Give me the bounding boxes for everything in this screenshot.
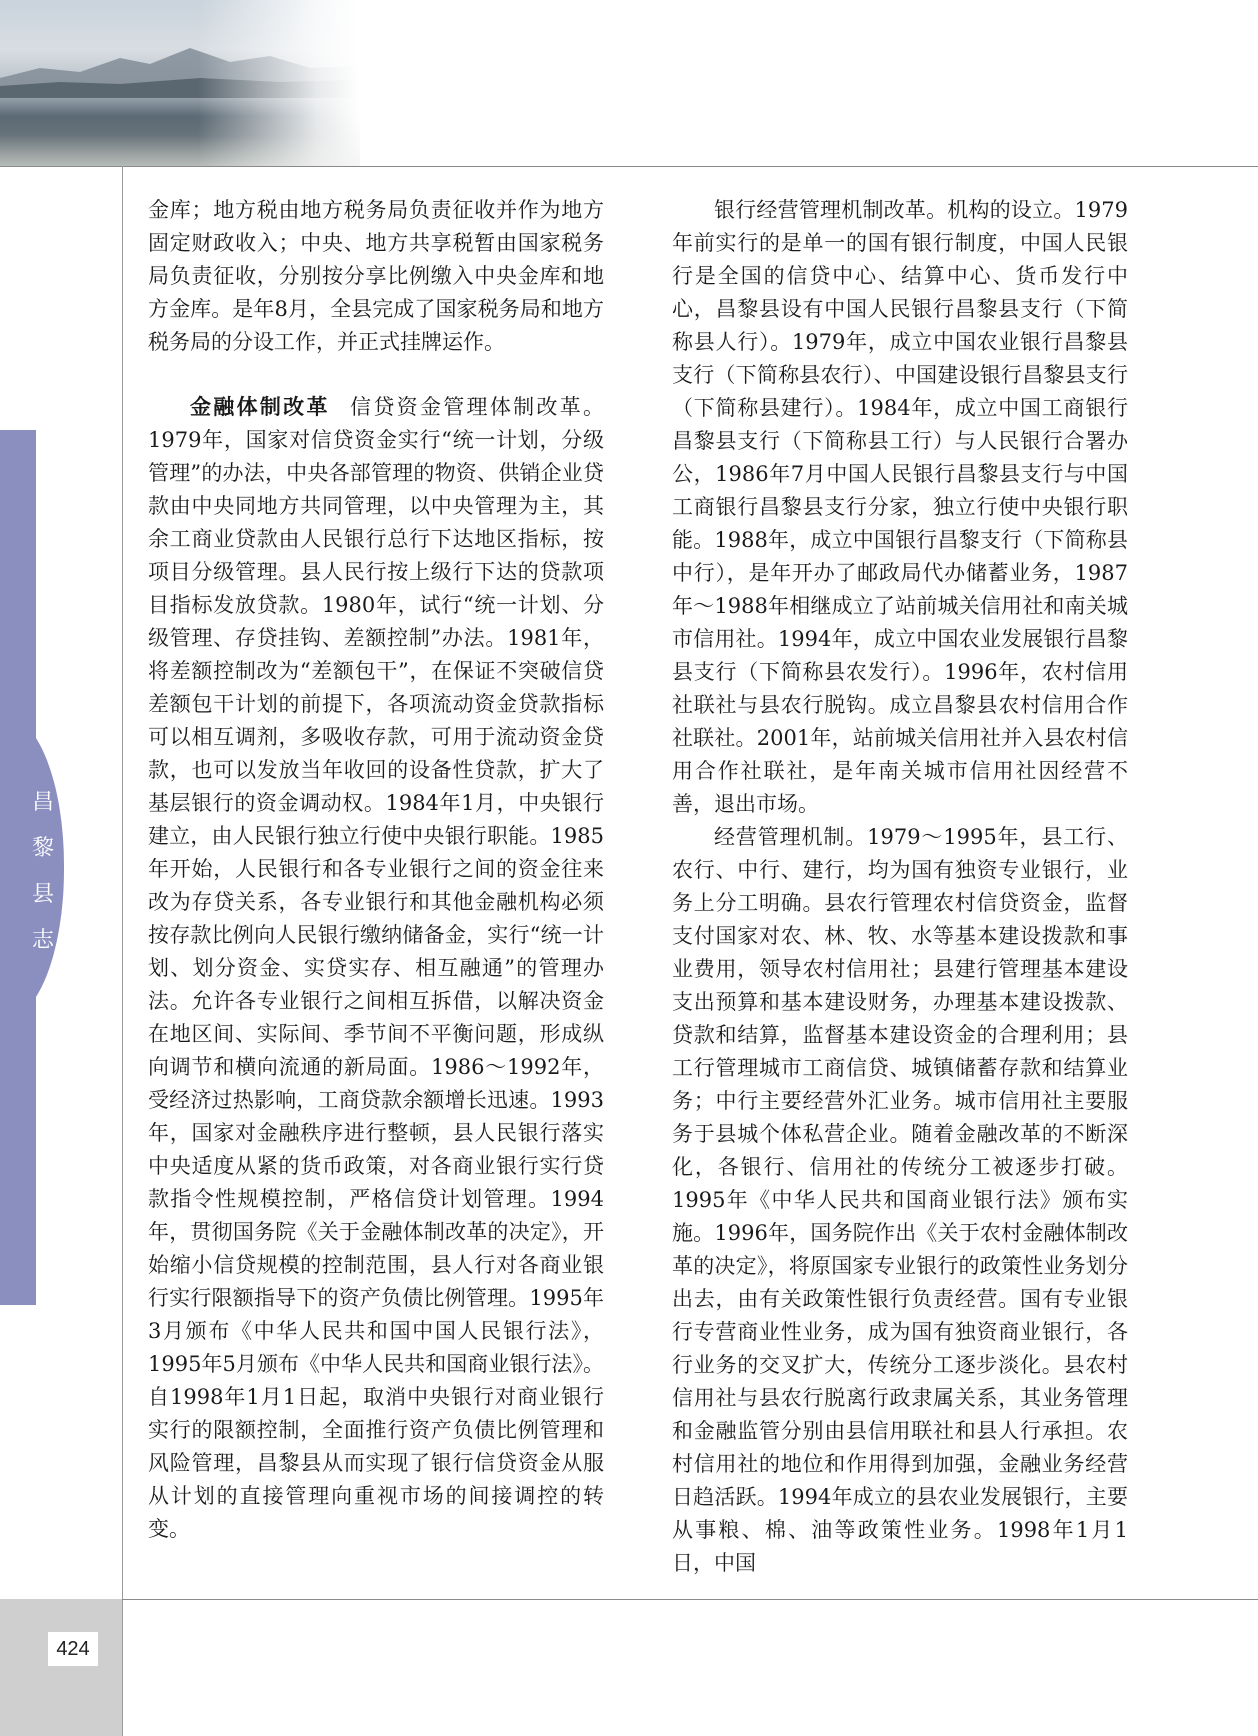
paragraph: 经营管理机制。1979～1995年，县工行、农行、中行、建行，均为国有独资专业银行，业务上分工明确。县农行管理农村信贷资金，监督支付国家对农、林、牧、水等基本建设拨款和事业费用，领导农村信用社；县建行管理基本建设支出预算和基本建设财务，办理基本建设拨款、贷款和结算，监督基本建设资金的合理利用；县工行管理城市工商信贷、城镇储蓄存款和结算业务；中行主要经营外汇业务。城市信用社主要服务于县城个体私营企业。随着金融改革的不断深化，各银行、信用社的传统分工被逐步打破。1995年《中华人民共和国商业银行法》颁布实施。1996年，国务院作出《关于农村金融体制改革的决定》，将原国家专业银行的政策性业务划分出去，由有关政策性银行负责经营。国有专业银行专营商业性业务，成为国有独资商业银行，各行业务的交叉扩大，传统分工逐步淡化。县农村信用社与县农行脱离行政隶属关系，其业务管理和金融监管分别由县信用联社和县人行承担。农村信用社的地位和作用得到加强，金融业务经营日趋活跃。1994年成立的县农业发展银行，主要从事粮、棉、油等政策性业务。1998年1月1日，中国 bbox=[672, 825, 1128, 1575]
margin-divider bbox=[122, 166, 123, 1736]
paragraph: 金库；地方税由地方税务局负责征收并作为地方固定财政收入；中央、地方共享税暂由国家税务局负责征收，分别按分享比例缴入中央金库和地方金库。是年8月，全县完成了国家税务局和地方税务局的分设工作，并正式挂牌运作。 bbox=[148, 198, 604, 354]
section-heading: 金融体制改革 bbox=[190, 395, 330, 419]
book-title-char: 志 bbox=[31, 928, 54, 953]
header-landscape-photo bbox=[0, 0, 360, 166]
footer-gray-block bbox=[0, 1599, 122, 1736]
photo-fade-bottom bbox=[0, 116, 360, 166]
left-text-column bbox=[148, 194, 604, 1546]
paragraph-body: 信贷资金管理体制改革。1979年，国家对信贷资金实行“统一计划，分级管理”的办法，中央各部管理的物资、供销企业贷款由中央同地方共同管理，以中央管理为主，其余工商业贷款由人民银行总行下达地区指标，按项目分级管理。县人民行按上级行下达的贷款项目指标发放贷款。1980年，试行“统一计划、分级管理、存贷挂钩、差额控制”办法。1981年，将差额控制改为“差额包干”，在保证不突破信贷差额包干计划的前提下，各项流动资金贷款指标可以相互调剂，多吸收存款，可用于流动资金贷款，也可以发放当年收回的设备性贷款，扩大了基层银行的资金调动权。1984年1月，中央银行建立，由人民银行独立行使中央银行职能。1985年开始，人民银行和各专业银行之间的资金往来改为存贷关系，各专业银行和其他金融机构必须按存款比例向人民银行缴纳储备金，实行“统一计划、划分资金、实贷实存、相互融通”的管理办法。允许各专业银行之间相互拆借，以解决资金在地区间、实际间、季节间不平衡问题，形成纵向调节和横向流通的新局面。1986～1992年，受经济过热影响，工商贷款余额增长迅速。1993年，国家对金融秩序进行整顿，县人民银行落实中央适度从紧的货币政策，对各商业银行实行贷款指令性规模控制，严格信贷计划管理。1994年，贯彻国务院《关于金融体制改革的决定》，开始缩小信贷规模的控制范围，县人行对各商业银行实行限额指导下的资产负债比例管理。1995年3月颁布《中华人民共和国中国人民银行法》，1995年5月颁布《中华人民共和国商业银行法》。自1998年1月1日起，取消中央银行对商业银行实行的限额控制，全面推行资产负债比例管理和风险管理，昌黎县从而实现了银行信贷资金从服从计划的直接管理向重视市场的间接调控的转变。 bbox=[148, 395, 604, 1541]
footer-divider bbox=[122, 1599, 1258, 1600]
book-title-char: 昌 bbox=[31, 790, 54, 815]
book-title-vertical bbox=[28, 780, 58, 964]
right-text-column bbox=[672, 194, 1128, 1580]
book-title-char: 县 bbox=[31, 882, 54, 907]
book-title-char: 黎 bbox=[31, 836, 54, 861]
paragraph bbox=[148, 391, 604, 1546]
paragraph: 银行经营管理机制改革。机构的设立。1979年前实行的是单一的国有银行制度，中国人民银行是全国的信贷中心、结算中心、货币发行中心，昌黎县设有中国人民银行昌黎县支行（下简称县人行）。1979年，成立中国农业银行昌黎县支行（下简称县农行）、中国建设银行昌黎县支行（下简称县建行）。1984年，成立中国工商银行昌黎县支行（下简称县工行）与人民银行合署办公，1986年7月中国人民银行昌黎县支行与中国工商银行昌黎县支行分家，独立行使中央银行职能。1988年，成立中国银行昌黎支行（下简称县中行），是年开办了邮政局代办储蓄业务，1987年～1988年相继成立了站前城关信用社和南关城市信用社。1994年，成立中国农业发展银行昌黎县支行（下简称县农发行）。1996年，农村信用社联社与县农行脱钩。成立昌黎县农村信用合作社联社。2001年，站前城关信用社并入县农村信用合作社联社，是年南关城市信用社因经营不善，退出市场。 bbox=[672, 198, 1128, 816]
header-divider bbox=[0, 166, 1258, 167]
page-number: 424 bbox=[48, 1632, 98, 1666]
